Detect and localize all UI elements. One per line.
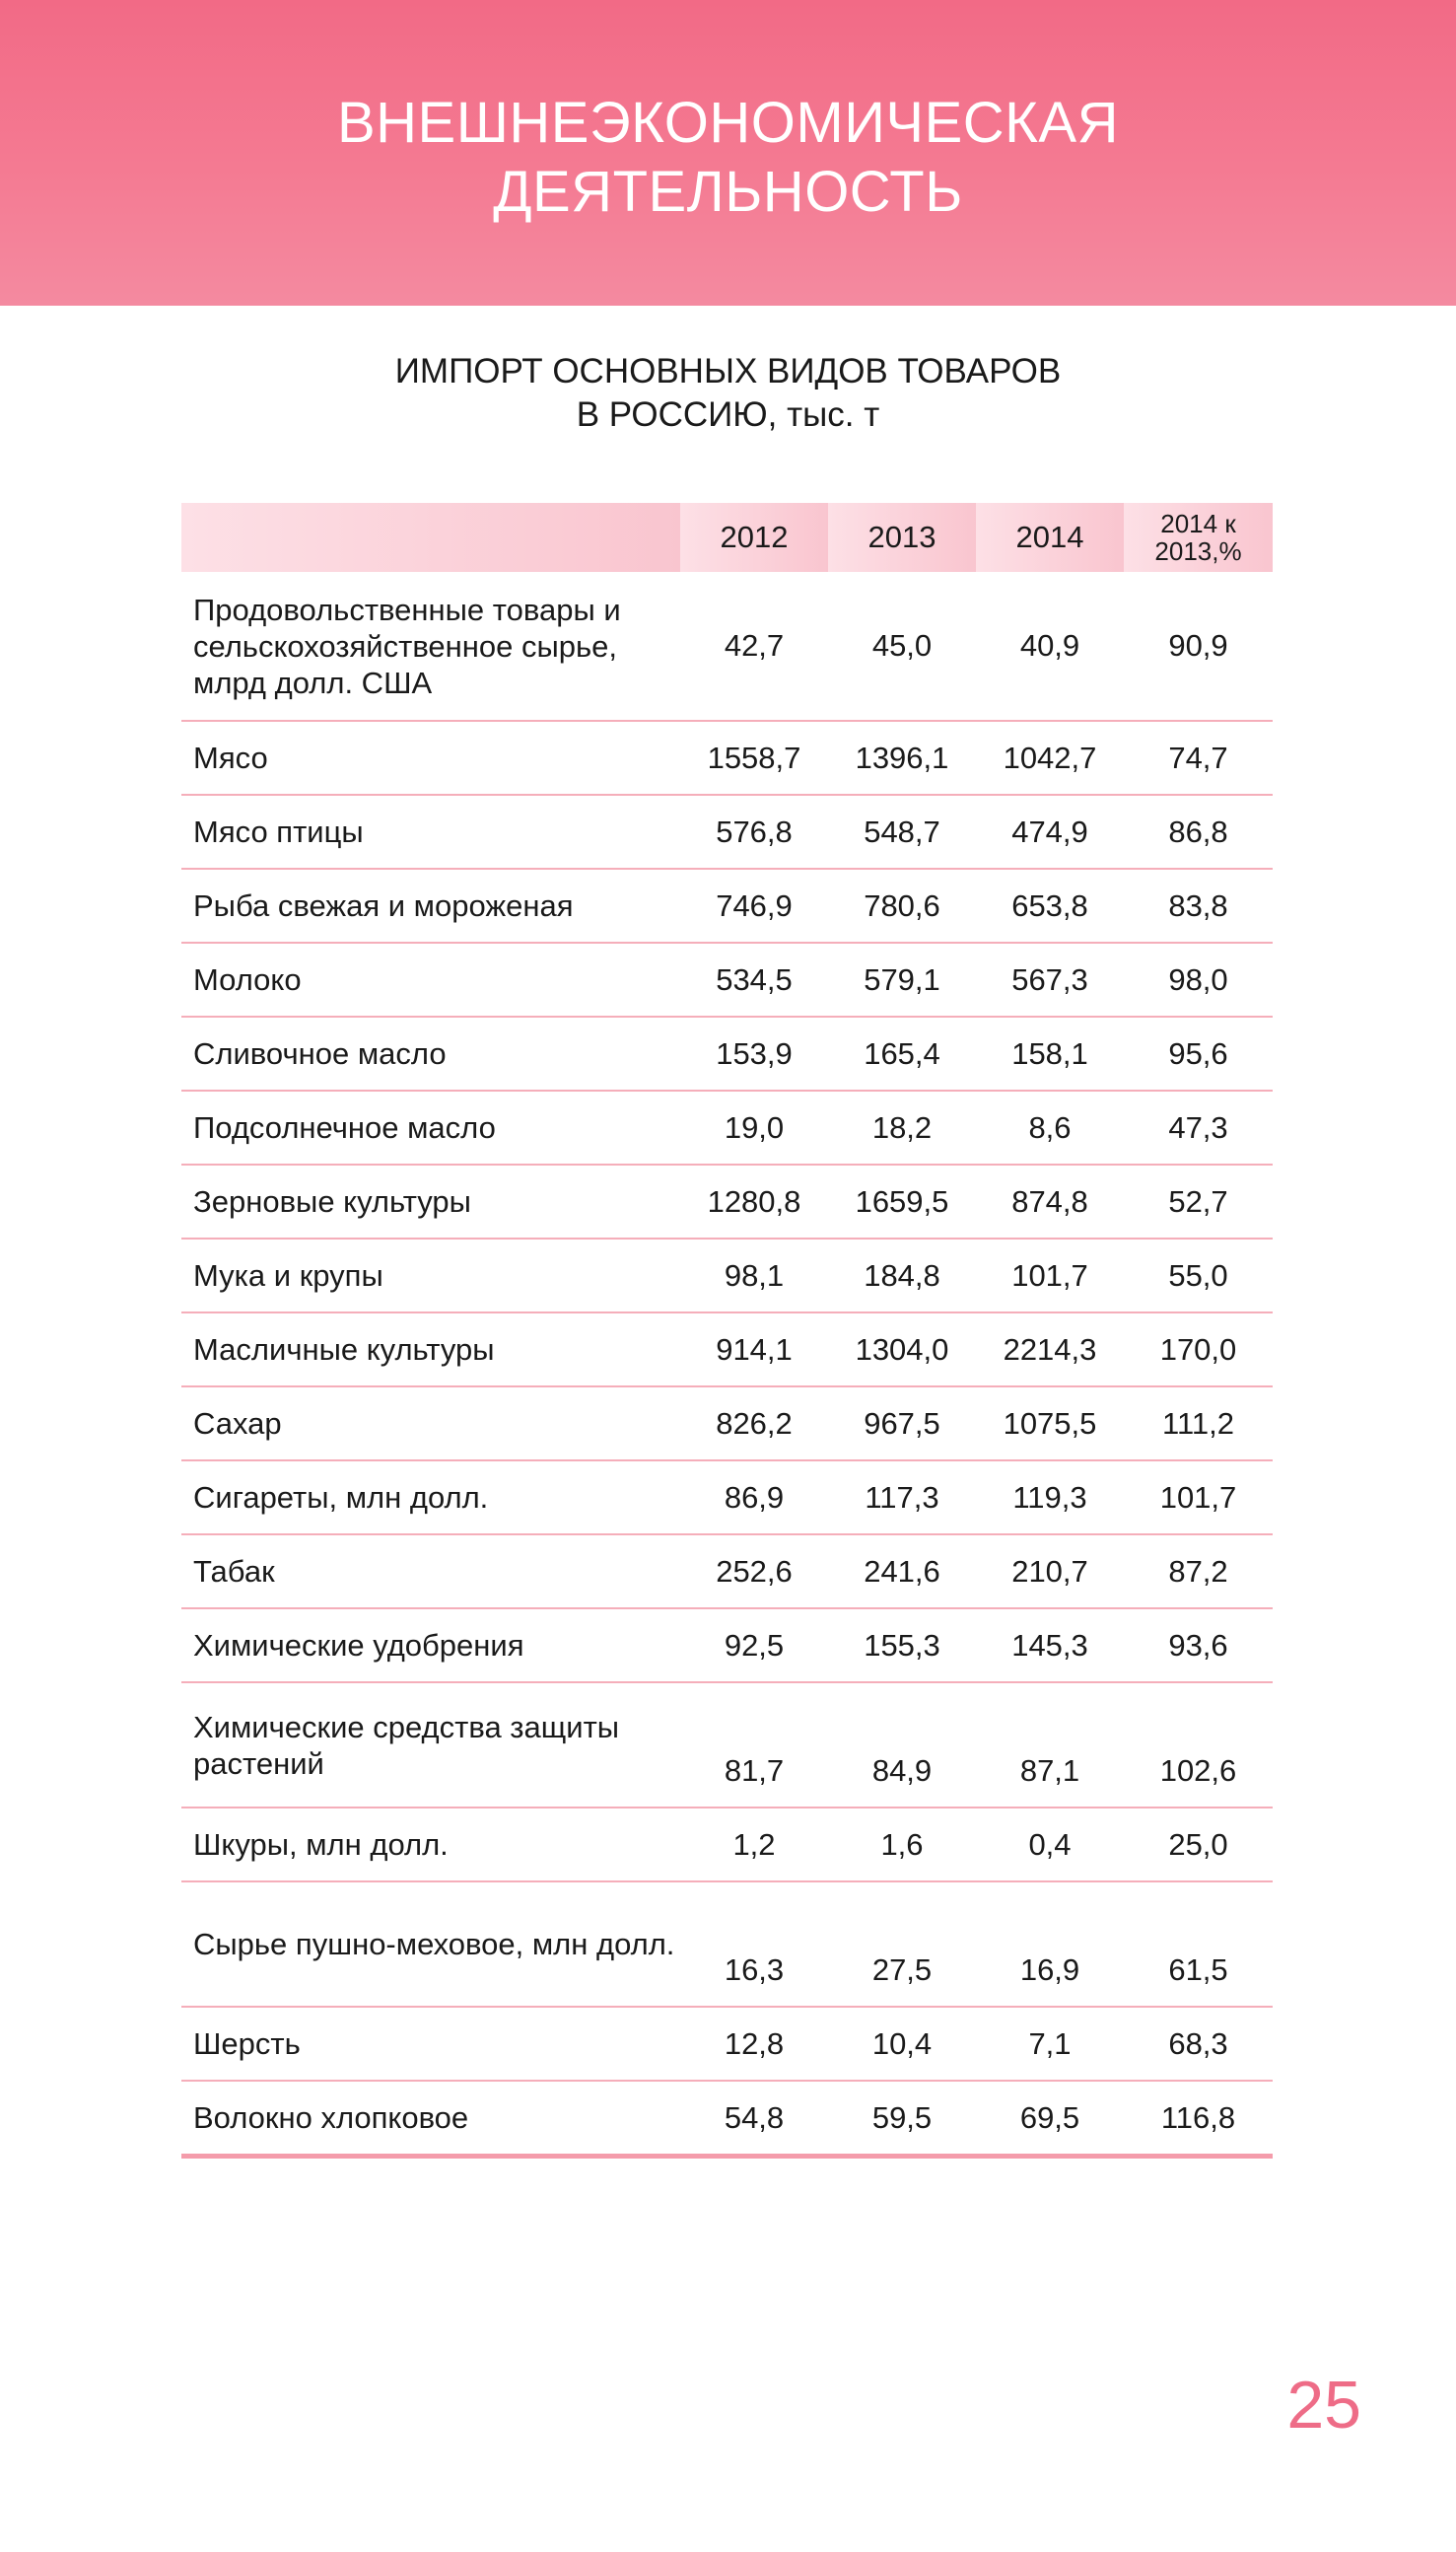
table-row	[181, 1017, 1273, 1091]
row-name-cell: Рыба свежая и мороженая	[181, 869, 680, 943]
value-2013-cell: 165,4	[828, 1017, 976, 1091]
value-2014-cell: 40,9	[976, 572, 1124, 721]
value-2013-cell: 59,5	[828, 2081, 976, 2157]
ratio-cell: 170,0	[1124, 1312, 1273, 1386]
row-name-cell: Масличные культуры	[181, 1312, 680, 1386]
table-title-line1: ИМПОРТ ОСНОВНЫХ ВИДОВ ТОВАРОВ	[394, 352, 1062, 390]
value-2014-cell: 0,4	[976, 1808, 1124, 1881]
value-2013-cell: 10,4	[828, 2007, 976, 2081]
header-ratio-line1: 2014 к	[1160, 509, 1236, 538]
table-header-row	[181, 503, 1273, 572]
value-2014-cell: 7,1	[976, 2007, 1124, 2081]
ratio-cell: 83,8	[1124, 869, 1273, 943]
value-2012-cell: 86,9	[680, 1460, 828, 1534]
table-row	[181, 1534, 1273, 1608]
value-2014-cell: 69,5	[976, 2081, 1124, 2157]
import-table	[181, 503, 1273, 2159]
ratio-cell: 68,3	[1124, 2007, 1273, 2081]
value-2013-cell: 18,2	[828, 1091, 976, 1165]
value-2012-cell: 746,9	[680, 869, 828, 943]
value-2014-cell: 16,9	[976, 1881, 1124, 2007]
table-row	[181, 1312, 1273, 1386]
table-body	[181, 572, 1273, 2157]
value-2014-cell: 874,8	[976, 1165, 1124, 1239]
row-name-cell: Мука и крупы	[181, 1239, 680, 1312]
table-row	[181, 1165, 1273, 1239]
table-row	[181, 572, 1273, 721]
value-2013-cell: 548,7	[828, 795, 976, 869]
value-2012-cell: 19,0	[680, 1091, 828, 1165]
ratio-cell: 25,0	[1124, 1808, 1273, 1881]
value-2014-cell: 1075,5	[976, 1386, 1124, 1460]
ratio-cell: 86,8	[1124, 795, 1273, 869]
table-row	[181, 795, 1273, 869]
value-2012-cell: 826,2	[680, 1386, 828, 1460]
value-2012-cell: 914,1	[680, 1312, 828, 1386]
value-2012-cell: 534,5	[680, 943, 828, 1017]
row-name-cell: Шкуры, млн долл.	[181, 1808, 680, 1881]
row-name-cell: Мясо птицы	[181, 795, 680, 869]
header-ratio-line2: 2013,%	[1154, 536, 1242, 566]
table-row	[181, 1808, 1273, 1881]
table-row	[181, 1460, 1273, 1534]
value-2014-cell: 2214,3	[976, 1312, 1124, 1386]
ratio-cell: 47,3	[1124, 1091, 1273, 1165]
ratio-cell: 116,8	[1124, 2081, 1273, 2157]
section-title-line1: ВНЕШНЕЭКОНОМИЧЕСКАЯ	[336, 91, 1119, 155]
header-cell-name	[181, 503, 680, 572]
table-row	[181, 2007, 1273, 2081]
value-2013-cell: 84,9	[828, 1682, 976, 1808]
header-cell-2014: 2014	[976, 503, 1124, 572]
table-row	[181, 1091, 1273, 1165]
ratio-cell: 93,6	[1124, 1608, 1273, 1682]
ratio-cell: 90,9	[1124, 572, 1273, 721]
section-title-line2: ДЕЯТЕЛЬНОСТЬ	[493, 160, 963, 224]
value-2014-cell: 101,7	[976, 1239, 1124, 1312]
value-2014-cell: 119,3	[976, 1460, 1124, 1534]
value-2013-cell: 117,3	[828, 1460, 976, 1534]
value-2012-cell: 16,3	[680, 1881, 828, 2007]
row-name-cell: Зерновые культуры	[181, 1165, 680, 1239]
value-2014-cell: 145,3	[976, 1608, 1124, 1682]
value-2014-cell: 158,1	[976, 1017, 1124, 1091]
value-2012-cell: 42,7	[680, 572, 828, 721]
header-cell-ratio	[1124, 503, 1273, 572]
row-name-cell: Мясо	[181, 721, 680, 795]
value-2012-cell: 1558,7	[680, 721, 828, 795]
table-title	[0, 350, 1456, 437]
value-2012-cell: 576,8	[680, 795, 828, 869]
value-2013-cell: 241,6	[828, 1534, 976, 1608]
row-name-cell: Сигареты, млн долл.	[181, 1460, 680, 1534]
row-name-cell: Подсолнечное масло	[181, 1091, 680, 1165]
value-2013-cell: 967,5	[828, 1386, 976, 1460]
table-row	[181, 1608, 1273, 1682]
header-cell-2012: 2012	[680, 503, 828, 572]
row-name-cell: Химические средства защиты растений	[181, 1682, 680, 1808]
table-row	[181, 943, 1273, 1017]
ratio-cell: 52,7	[1124, 1165, 1273, 1239]
ratio-cell: 95,6	[1124, 1017, 1273, 1091]
value-2012-cell: 54,8	[680, 2081, 828, 2157]
row-name-cell: Шерсть	[181, 2007, 680, 2081]
value-2014-cell: 210,7	[976, 1534, 1124, 1608]
value-2012-cell: 252,6	[680, 1534, 828, 1608]
table-row	[181, 869, 1273, 943]
value-2012-cell: 81,7	[680, 1682, 828, 1808]
table-row	[181, 1386, 1273, 1460]
table-title-line2: В РОССИЮ, тыс. т	[576, 395, 880, 434]
row-name-cell: Химические удобрения	[181, 1608, 680, 1682]
value-2013-cell: 1304,0	[828, 1312, 976, 1386]
value-2013-cell: 184,8	[828, 1239, 976, 1312]
value-2014-cell: 567,3	[976, 943, 1124, 1017]
value-2013-cell: 27,5	[828, 1881, 976, 2007]
ratio-cell: 98,0	[1124, 943, 1273, 1017]
page-number: 25	[1286, 2368, 1361, 2443]
value-2013-cell: 579,1	[828, 943, 976, 1017]
row-name-cell: Сахар	[181, 1386, 680, 1460]
ratio-cell: 74,7	[1124, 721, 1273, 795]
ratio-cell: 101,7	[1124, 1460, 1273, 1534]
value-2012-cell: 92,5	[680, 1608, 828, 1682]
value-2014-cell: 87,1	[976, 1682, 1124, 1808]
value-2013-cell: 1,6	[828, 1808, 976, 1881]
table-row	[181, 721, 1273, 795]
ratio-cell: 61,5	[1124, 1881, 1273, 2007]
value-2012-cell: 1280,8	[680, 1165, 828, 1239]
value-2013-cell: 45,0	[828, 572, 976, 721]
value-2012-cell: 12,8	[680, 2007, 828, 2081]
value-2014-cell: 8,6	[976, 1091, 1124, 1165]
value-2014-cell: 474,9	[976, 795, 1124, 869]
table-row	[181, 1682, 1273, 1808]
row-name-cell: Молоко	[181, 943, 680, 1017]
table-row	[181, 2081, 1273, 2157]
value-2012-cell: 1,2	[680, 1808, 828, 1881]
table-row	[181, 1239, 1273, 1312]
table-row	[181, 1881, 1273, 2007]
row-name-cell: Продовольственные товары и сельскохозяйственное сырье, млрд долл. США	[181, 572, 680, 721]
ratio-cell: 55,0	[1124, 1239, 1273, 1312]
value-2013-cell: 1659,5	[828, 1165, 976, 1239]
row-name-cell: Волокно хлопковое	[181, 2081, 680, 2157]
row-name-cell: Табак	[181, 1534, 680, 1608]
value-2013-cell: 780,6	[828, 869, 976, 943]
ratio-cell: 111,2	[1124, 1386, 1273, 1460]
ratio-cell: 87,2	[1124, 1534, 1273, 1608]
header-band	[0, 0, 1456, 306]
header-cell-2013: 2013	[828, 503, 976, 572]
value-2013-cell: 155,3	[828, 1608, 976, 1682]
row-name-cell: Сырье пушно-меховое, млн долл.	[181, 1881, 680, 2007]
row-name-cell: Сливочное масло	[181, 1017, 680, 1091]
value-2014-cell: 1042,7	[976, 721, 1124, 795]
ratio-cell: 102,6	[1124, 1682, 1273, 1808]
value-2013-cell: 1396,1	[828, 721, 976, 795]
value-2012-cell: 153,9	[680, 1017, 828, 1091]
value-2012-cell: 98,1	[680, 1239, 828, 1312]
value-2014-cell: 653,8	[976, 869, 1124, 943]
